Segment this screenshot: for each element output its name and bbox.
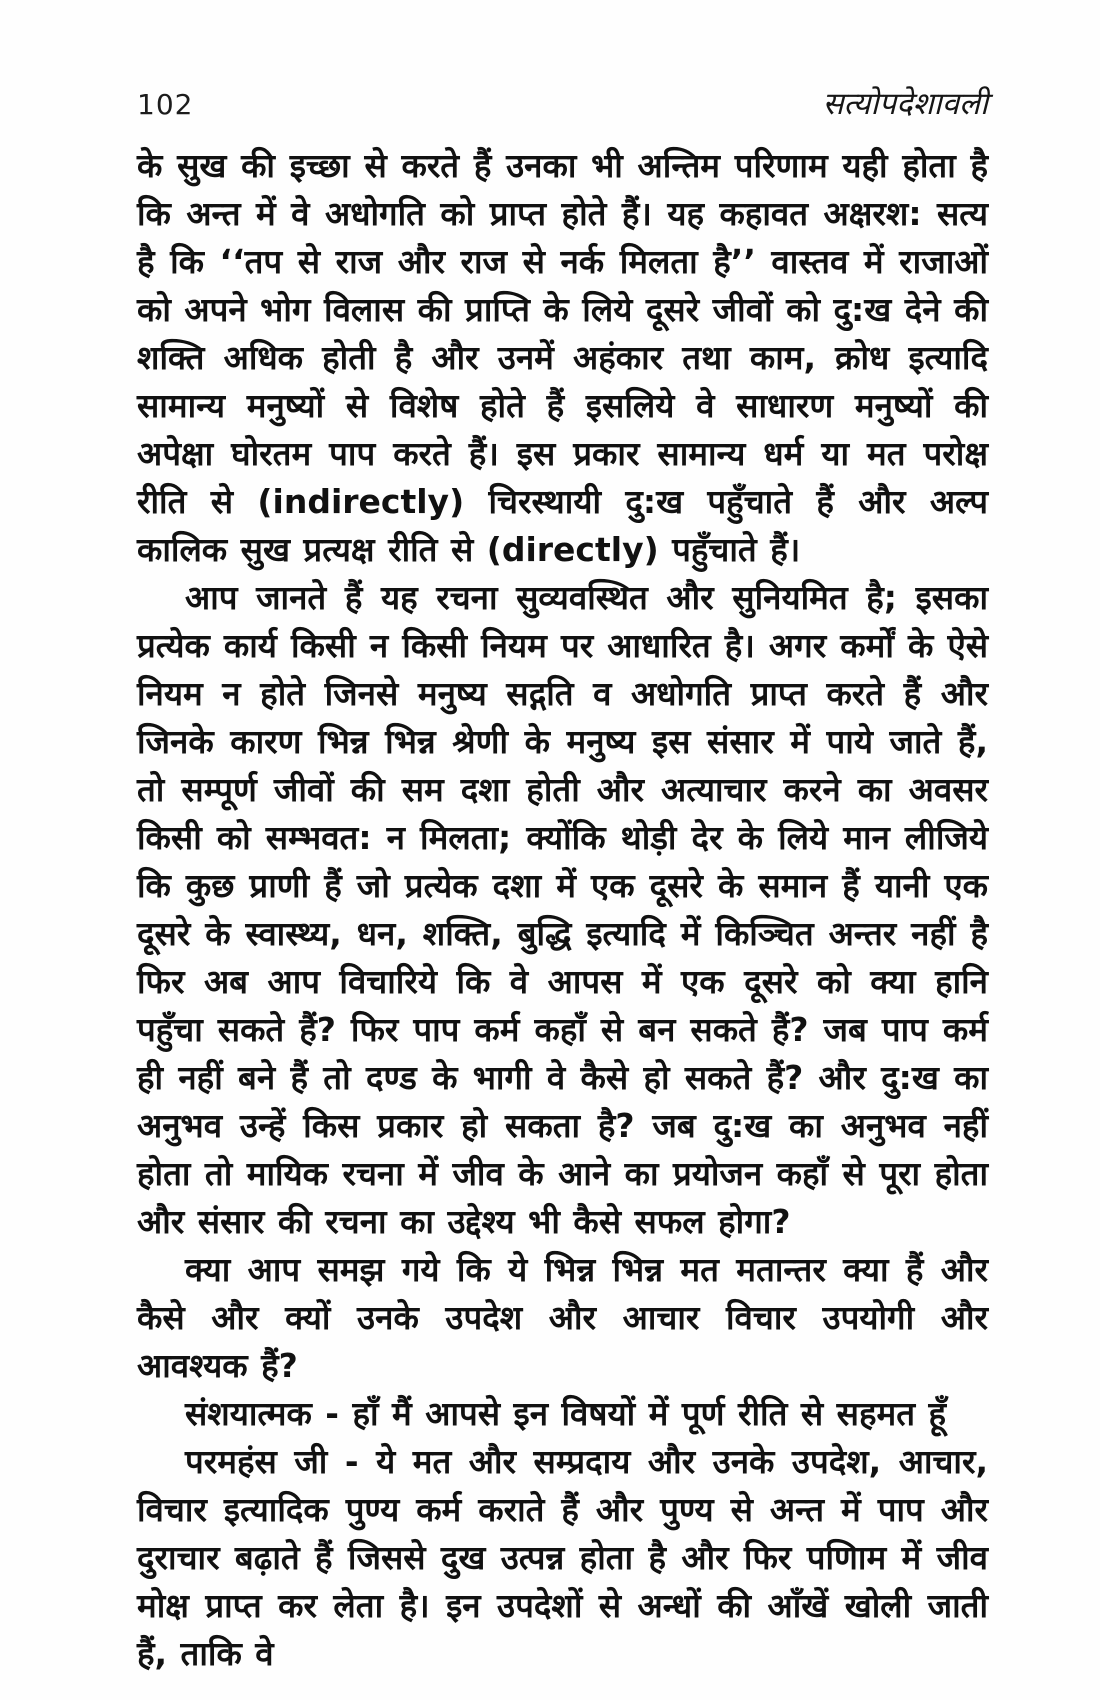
paragraph: के सुख की इच्छा से करते हैं उनका भी अन्तिम परिणाम यही होता है कि अन्त में वे अधोगति को प्राप्त होते हैं। यह कहावत अक्षरश: सत्य है कि ‘‘तप से राज और राज से नर्क मिलता है’’ वास्तव में राजाओं को अपने भोग विलास की प्राप्ति के लिये दूसरे जीवों को दु:ख देने की शक्ति अधिक होती है और उनमें अहंकार तथा काम, क्रोध इत्यादि सामान्य मनुष्यों से विशेष होते हैं इसलिये वे साधारण मनुष्यों की अपेक्षा घोरतम पाप करते हैं। इस प्रकार सामान्य धर्म या मत परोक्ष रीति से (indirectly) चिरस्थायी दु:ख पहुँचाते हैं और अल्प कालिक सुख प्रत्यक्ष रीति से (directly) पहुँचाते हैं। (137, 146, 988, 569)
page-body (137, 142, 988, 1678)
paragraph: क्या आप समझ गये कि ये भिन्न भिन्न मत मतान्तर क्या हैं और कैसे और क्यों उनके उपदेश और आचार विचार उपयोगी और आवश्यक हैं? (137, 1250, 988, 1385)
paragraph: आप जानते हैं यह रचना सुव्यवस्थित और सुनियमित है; इसका प्रत्येक कार्य किसी न किसी नियम पर आधारित है। अगर कर्मों के ऐसे नियम न होते जिनसे मनुष्य सद्गति व अधोगति प्राप्त करते हैं और जिनके कारण भिन्न भिन्न श्रेणी के मनुष्य इस संसार में पाये जाते हैं, तो सम्पूर्ण जीवों की सम दशा होती और अत्याचार करने का अवसर किसी को सम्भवत: न मिलता; क्योंकि थोड़ी देर के लिये मान लीजिये कि कुछ प्राणी हैं जो प्रत्येक दशा में एक दूसरे के समान हैं यानी एक दूसरे के स्वास्थ्य, धन, शक्ति, बुद्धि इत्यादि में किञ्चित अन्तर नहीं है फिर अब आप विचारिये कि वे आपस में एक दूसरे को क्या हानि पहुँचा सकते हैं? फिर पाप कर्म कहाँ से बन सकते हैं? जब पाप कर्म ही नहीं बने हैं तो दण्ड के भागी वे कैसे हो सकते हैं? और दु:ख का अनुभव उन्हें किस प्रकार हो सकता है? जब दु:ख का अनुभव नहीं होता तो मायिक रचना में जीव के आने का प्रयोजन कहाँ से पूरा होता और संसार की रचना का उद्देश्य भी कैसे सफल होगा? (137, 578, 988, 1241)
page-header (137, 82, 988, 124)
paragraph: परमहंस जी - ये मत और सम्प्रदाय और उनके उपदेश, आचार, विचार इत्यादिक पुण्य कर्म कराते हैं और पुण्य से अन्त में पाप और दुराचार बढ़ाते हैं जिससे दुख उत्पन्न होता है और फिर पणिाम में जीव मोक्ष प्राप्त कर लेता है। इन उपदेशों से अन्धों की आँखें खोली जाती हैं, ताकि वे (137, 1442, 988, 1673)
paragraph: संशयात्मक - हाँ मैं आपसे इन विषयों में पूर्ण रीति से सहमत हूँ (185, 1394, 947, 1433)
page-number: 102 (137, 88, 194, 121)
running-head-title: सत्योपदेशावली (822, 86, 988, 122)
